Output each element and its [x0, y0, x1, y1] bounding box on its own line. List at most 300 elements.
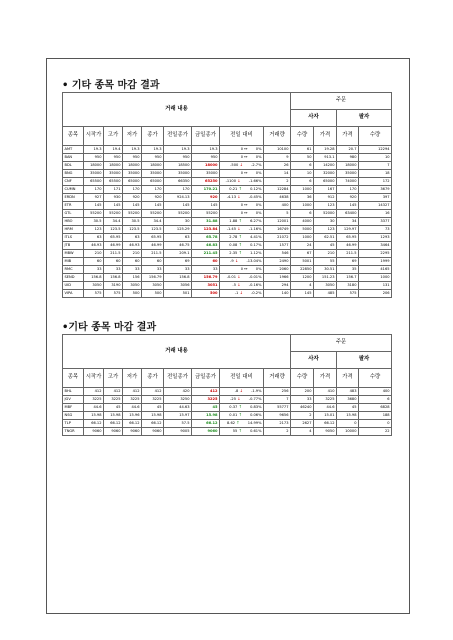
low-cell: 123.5: [123, 226, 142, 234]
symbol-cell: JGV: [63, 396, 84, 404]
open-cell: 33: [84, 266, 104, 274]
prev-close-cell: 69: [164, 258, 192, 266]
low-cell: 63: [123, 234, 142, 242]
change-cell: [220, 428, 264, 436]
bid-price-cell: 123: [314, 202, 337, 210]
close-cell: 46.99: [142, 242, 164, 250]
volume-cell: 2: [264, 428, 291, 436]
change-percent: 0.61%: [250, 429, 262, 434]
change-value: -25: [230, 397, 237, 402]
open-cell: 9060: [84, 428, 104, 436]
high-cell: 65500: [104, 178, 123, 186]
prev-close-cell: 15.97: [164, 412, 192, 420]
symbol-cell: ITLS: [63, 234, 84, 242]
open-cell: 65500: [84, 178, 104, 186]
close-cell: 19.3: [142, 146, 164, 154]
ask-price-cell: 575: [337, 290, 359, 298]
change-percent: 0%: [255, 203, 262, 208]
symbol-cell: BDL: [63, 162, 84, 170]
arrow-up-icon: ↑: [237, 428, 244, 434]
market-close-table-2: [62, 334, 392, 436]
bid-price-cell: 52000: [314, 210, 337, 218]
prev-close-cell: 18500: [164, 162, 192, 170]
arrow-flat-icon: ↔: [243, 146, 249, 152]
low-cell: 920: [123, 194, 142, 202]
change-percent: 14.99%: [247, 421, 262, 426]
ask-price-cell: 35: [337, 266, 359, 274]
column-header: 고가: [104, 127, 123, 146]
low-cell: 30.5: [123, 218, 142, 226]
high-cell: 211.5: [104, 250, 123, 258]
today-close-cell: 19.3: [192, 146, 220, 154]
change-percent: -2.7%: [251, 163, 262, 168]
table-row: [63, 412, 392, 420]
change-percent: 0.83%: [250, 405, 262, 410]
today-close-cell: 60: [192, 258, 220, 266]
high-cell: 412: [104, 388, 123, 396]
change-cell: [220, 210, 264, 218]
ask-qty-cell: 16: [359, 210, 392, 218]
prev-close-cell: 57.5: [164, 420, 192, 428]
change-value: 8.62: [227, 421, 236, 426]
volume-cell: 5: [264, 210, 291, 218]
column-header: 금일종가: [192, 127, 220, 146]
bid-qty-cell: 6: [291, 178, 314, 186]
today-close-cell: 211.45: [192, 250, 220, 258]
bid-price-cell: 9050: [314, 428, 337, 436]
prev-close-cell: 145: [164, 202, 192, 210]
ask-qty-cell: 4165: [359, 266, 392, 274]
arrow-up-icon: ↑: [235, 420, 241, 426]
volume-cell: 14: [264, 170, 291, 178]
open-cell: 55200: [84, 210, 104, 218]
bid-price-cell: 410: [314, 388, 337, 396]
ask-qty-cell: 14327: [359, 202, 392, 210]
table-row: [63, 258, 392, 266]
ask-price-cell: 34: [337, 218, 359, 226]
low-cell: 170: [123, 186, 142, 194]
change-percent: 0%: [255, 267, 262, 272]
change-cell: [220, 194, 264, 202]
symbol-cell: SEND: [63, 274, 84, 282]
ask-price-cell: 0: [337, 420, 359, 428]
high-cell: 145: [104, 202, 123, 210]
today-close-cell: 65.78: [192, 234, 220, 242]
arrow-up-icon: ↑: [237, 186, 244, 192]
close-cell: 9060: [142, 428, 164, 436]
close-cell: 55200: [142, 210, 164, 218]
open-cell: 30.5: [84, 218, 104, 226]
volume-cell: 21072: [264, 234, 291, 242]
sell-header: 사자: [291, 110, 337, 127]
table-row: [63, 266, 392, 274]
ask-price-cell: 145: [337, 202, 359, 210]
open-cell: 35000: [84, 170, 104, 178]
buy-header: 팔자: [337, 110, 392, 127]
high-cell: 123.5: [104, 226, 123, 234]
low-cell: 46.93: [123, 242, 142, 250]
column-header: 전일종가: [164, 127, 192, 146]
volume-cell: 1577: [264, 242, 291, 250]
volume-cell: 12001: [264, 218, 291, 226]
change-value: 0: [240, 203, 244, 208]
prev-close-cell: 420: [164, 388, 192, 396]
close-cell: 920: [142, 194, 164, 202]
prev-close-cell: 125.29: [164, 226, 192, 234]
ask-qty-cell: 18: [359, 170, 392, 178]
today-close-cell: 145: [192, 202, 220, 210]
ask-qty-cell: 206: [359, 290, 392, 298]
open-cell: 18000: [84, 162, 104, 170]
prev-close-cell: 33: [164, 266, 192, 274]
today-close-cell: 33: [192, 266, 220, 274]
column-header: 수량: [291, 127, 314, 146]
volume-cell: 256: [264, 388, 291, 396]
bid-qty-cell: 1000: [291, 186, 314, 194]
arrow-up-icon: ↑: [237, 234, 244, 240]
today-close-cell: 55200: [192, 210, 220, 218]
column-header: 시작가: [84, 127, 104, 146]
open-cell: 950: [84, 154, 104, 162]
ask-qty-cell: 397: [359, 194, 392, 202]
today-close-cell: 18000: [192, 162, 220, 170]
low-cell: 55200: [123, 210, 142, 218]
volume-cell: 2060: [264, 266, 291, 274]
bid-price-cell: 167: [314, 186, 337, 194]
symbol-cell: JTB: [63, 242, 84, 250]
open-cell: 156.8: [84, 274, 104, 282]
close-cell: 65000: [142, 178, 164, 186]
table-row: [63, 250, 392, 258]
ask-price-cell: 920: [337, 194, 359, 202]
change-value: -1.45: [226, 227, 237, 232]
volume-cell: 400: [264, 202, 291, 210]
bid-qty-cell: 67: [291, 250, 314, 258]
volume-cell: 9: [264, 154, 291, 162]
change-cell: [220, 250, 264, 258]
close-cell: 950: [142, 154, 164, 162]
change-value: 0: [240, 147, 244, 152]
prev-close-cell: 30: [164, 218, 192, 226]
ask-qty-cell: 131: [359, 282, 392, 290]
volume-cell: 2173: [264, 420, 291, 428]
table-row: [63, 170, 392, 178]
change-cell: [220, 396, 264, 404]
low-cell: 35000: [123, 170, 142, 178]
change-value: 2.35: [229, 251, 238, 256]
open-cell: 15.98: [84, 412, 104, 420]
prev-close-cell: 170: [164, 186, 192, 194]
change-cell: [220, 388, 264, 396]
low-cell: 950: [123, 154, 142, 162]
open-cell: 3050: [84, 282, 104, 290]
arrow-flat-icon: ↔: [243, 266, 249, 272]
change-percent: -1.66%: [248, 179, 262, 184]
column-header: 저가: [123, 127, 142, 146]
arrow-down-icon: ↓: [233, 258, 240, 264]
prev-close-cell: 35000: [164, 170, 192, 178]
high-cell: 3190: [104, 282, 123, 290]
bid-price-cell: 3225: [314, 396, 337, 404]
today-close-cell: 45: [192, 404, 220, 412]
change-cell: [220, 242, 264, 250]
ask-qty-cell: 22: [359, 428, 392, 436]
table-row: [63, 218, 392, 226]
today-close-cell: 31.88: [192, 218, 220, 226]
ask-price-cell: 35000: [337, 170, 359, 178]
column-header: 수량: [359, 369, 392, 388]
column-header: 고가: [104, 369, 123, 388]
change-percent: -1.9%: [251, 389, 262, 394]
today-close-cell: 66.12: [192, 420, 220, 428]
high-cell: 19.4: [104, 146, 123, 154]
close-cell: 34.4: [142, 218, 164, 226]
open-cell: 145: [84, 202, 104, 210]
bid-qty-cell: 1000: [291, 234, 314, 242]
change-value: -4.13: [226, 195, 237, 200]
bid-qty-cell: 10: [291, 170, 314, 178]
close-cell: 500: [142, 290, 164, 298]
low-cell: 60: [123, 258, 142, 266]
volume-cell: 140: [264, 290, 291, 298]
ask-price-cell: 483: [337, 388, 359, 396]
bid-qty-cell: 6: [291, 162, 314, 170]
prev-close-cell: 55200: [164, 210, 192, 218]
high-cell: 18000: [104, 162, 123, 170]
today-close-cell: 15.98: [192, 412, 220, 420]
ask-price-cell: 15.98: [337, 412, 359, 420]
table-row: [63, 202, 392, 210]
ask-qty-cell: 3464: [359, 242, 392, 250]
ask-qty-cell: 1293: [359, 234, 392, 242]
column-header: 시작가: [84, 369, 104, 388]
symbol-cell: HRM: [63, 226, 84, 234]
table-row: [63, 388, 392, 396]
today-close-cell: 920: [192, 194, 220, 202]
column-header: 거래량: [264, 369, 291, 388]
change-cell: [220, 404, 264, 412]
column-header: 종가: [142, 127, 164, 146]
column-header: 수량: [359, 127, 392, 146]
close-cell: 66.12: [142, 420, 164, 428]
table-row: [63, 226, 392, 234]
open-cell: 60: [84, 258, 104, 266]
table-row: [63, 274, 392, 282]
low-cell: 210: [123, 250, 142, 258]
prev-close-cell: 950: [164, 154, 192, 162]
change-cell: [220, 290, 264, 298]
ask-price-cell: 3680: [337, 396, 359, 404]
close-cell: 60: [142, 258, 164, 266]
bid-qty-cell: 6: [291, 210, 314, 218]
change-value: 1.88: [229, 219, 238, 224]
bid-price-cell: 151.23: [314, 274, 337, 282]
table-row: [63, 194, 392, 202]
change-value: -8: [234, 389, 239, 394]
prev-close-cell: 46.75: [164, 242, 192, 250]
high-cell: 9060: [104, 428, 123, 436]
order-header: 주문: [291, 335, 392, 352]
ask-price-cell: 18000: [337, 162, 359, 170]
change-cell: [220, 186, 264, 194]
arrow-up-icon: ↑: [237, 404, 244, 410]
arrow-up-icon: ↑: [237, 218, 244, 224]
ask-qty-cell: 188: [359, 412, 392, 420]
ask-price-cell: 63400: [337, 210, 359, 218]
today-close-cell: 35000: [192, 170, 220, 178]
bid-price-cell: 913.1: [314, 154, 337, 162]
volume-cell: 55777: [264, 404, 291, 412]
arrow-down-icon: ↓: [238, 388, 245, 394]
table-row: [63, 186, 392, 194]
change-percent: 0%: [255, 171, 262, 176]
change-value: 0.37: [229, 405, 238, 410]
change-value: 0.21: [229, 187, 238, 192]
change-percent: -0.16%: [248, 283, 262, 288]
close-cell: 211.5: [142, 250, 164, 258]
change-percent: 0%: [255, 211, 262, 216]
table-row: [63, 404, 392, 412]
table-row: [63, 428, 392, 436]
symbol-cell: BHL: [63, 388, 84, 396]
low-cell: 44.6: [123, 404, 142, 412]
arrow-down-icon: ↓: [238, 290, 245, 296]
table-row: [63, 282, 392, 290]
change-percent: -0.01%: [248, 275, 262, 280]
change-cell: [220, 178, 264, 186]
prev-close-cell: 3250: [164, 396, 192, 404]
bid-qty-cell: 50: [291, 154, 314, 162]
change-cell: [220, 226, 264, 234]
symbol-cell: HBO: [63, 218, 84, 226]
symbol-cell: TNGR: [63, 428, 84, 436]
high-cell: 66.12: [104, 420, 123, 428]
column-header: 가격: [337, 369, 359, 388]
volume-cell: 10100: [264, 146, 291, 154]
close-cell: 18000: [142, 162, 164, 170]
change-value: -1: [234, 291, 239, 296]
change-percent: 1.12%: [250, 251, 262, 256]
change-percent: 0%: [255, 147, 262, 152]
column-header: 종목: [63, 369, 84, 388]
close-cell: 15.98: [142, 412, 164, 420]
bid-qty-cell: 61: [291, 146, 314, 154]
open-cell: 412: [84, 388, 104, 396]
close-cell: 35000: [142, 170, 164, 178]
bid-qty-cell: 36: [291, 194, 314, 202]
bid-qty-cell: 2627: [291, 420, 314, 428]
ask-price-cell: 69: [337, 258, 359, 266]
today-close-cell: 156.79: [192, 274, 220, 282]
bid-price-cell: 45: [314, 242, 337, 250]
arrow-flat-icon: ↔: [243, 202, 249, 208]
high-cell: 156.8: [104, 274, 123, 282]
change-value: 0: [240, 155, 244, 160]
symbol-cell: CUMN: [63, 186, 84, 194]
today-close-cell: 123.84: [192, 226, 220, 234]
change-percent: -0.2%: [251, 291, 262, 296]
symbol-cell: TLP: [63, 420, 84, 428]
arrow-flat-icon: ↔: [243, 210, 249, 216]
bid-price-cell: 66.12: [314, 420, 337, 428]
volume-cell: 16749: [264, 226, 291, 234]
change-cell: [220, 154, 264, 162]
symbol-cell: MBF: [63, 404, 84, 412]
ask-qty-cell: 3679: [359, 186, 392, 194]
close-cell: 170: [142, 186, 164, 194]
bid-qty-cell: 5000: [291, 226, 314, 234]
change-cell: [220, 162, 264, 170]
table-row: [63, 162, 392, 170]
ask-price-cell: 45: [337, 404, 359, 412]
change-cell: [220, 146, 264, 154]
column-header: 전일종가: [164, 369, 192, 388]
today-close-cell: 3225: [192, 396, 220, 404]
bid-price-cell: 14200: [314, 162, 337, 170]
open-cell: 927: [84, 194, 104, 202]
change-percent: 0.06%: [250, 413, 262, 418]
arrow-down-icon: ↓: [236, 178, 242, 184]
today-close-cell: 500: [192, 290, 220, 298]
bid-price-cell: 65000: [314, 178, 337, 186]
bid-qty-cell: 1200: [291, 274, 314, 282]
prev-close-cell: 66350: [164, 178, 192, 186]
low-cell: 156: [123, 274, 142, 282]
arrow-down-icon: ↓: [236, 282, 242, 288]
ask-qty-cell: 1999: [359, 258, 392, 266]
bid-qty-cell: 46240: [291, 404, 314, 412]
high-cell: 45: [104, 404, 123, 412]
bid-qty-cell: 24: [291, 242, 314, 250]
ask-price-cell: 129.97: [337, 226, 359, 234]
ask-price-cell: 980: [337, 154, 359, 162]
volume-cell: 9656: [264, 412, 291, 420]
change-value: -0.01: [226, 275, 237, 280]
change-value: 0: [240, 211, 244, 216]
arrow-down-icon: ↓: [236, 396, 242, 402]
change-percent: -0.45%: [248, 195, 262, 200]
high-cell: 65.95: [104, 234, 123, 242]
volume-cell: 2: [264, 178, 291, 186]
volume-cell: 1966: [264, 274, 291, 282]
table-row: [63, 242, 392, 250]
bid-qty-cell: 4: [291, 282, 314, 290]
bid-price-cell: 912: [314, 194, 337, 202]
table-row: [63, 146, 392, 154]
today-close-cell: 65250: [192, 178, 220, 186]
change-percent: -13.04%: [246, 259, 262, 264]
arrow-up-icon: ↑: [237, 242, 244, 248]
column-header: 전일 대비: [220, 369, 264, 388]
bid-qty-cell: 200: [291, 388, 314, 396]
column-header: 수량: [291, 369, 314, 388]
bid-price-cell: 15.01: [314, 412, 337, 420]
column-header: 거래량: [264, 127, 291, 146]
symbol-cell: VIPA: [63, 290, 84, 298]
open-cell: 44.6: [84, 404, 104, 412]
symbol-cell: GTL: [63, 210, 84, 218]
bid-price-cell: 123: [314, 226, 337, 234]
arrow-up-icon: ↑: [237, 250, 244, 256]
column-header: 가격: [314, 369, 337, 388]
volume-cell: 7: [264, 396, 291, 404]
change-value: -500: [230, 163, 239, 168]
today-close-cell: 412: [192, 388, 220, 396]
column-header: 가격: [314, 127, 337, 146]
symbol-cell: BNG: [63, 170, 84, 178]
ask-price-cell: 10000: [337, 428, 359, 436]
ask-price-cell: 3180: [337, 282, 359, 290]
